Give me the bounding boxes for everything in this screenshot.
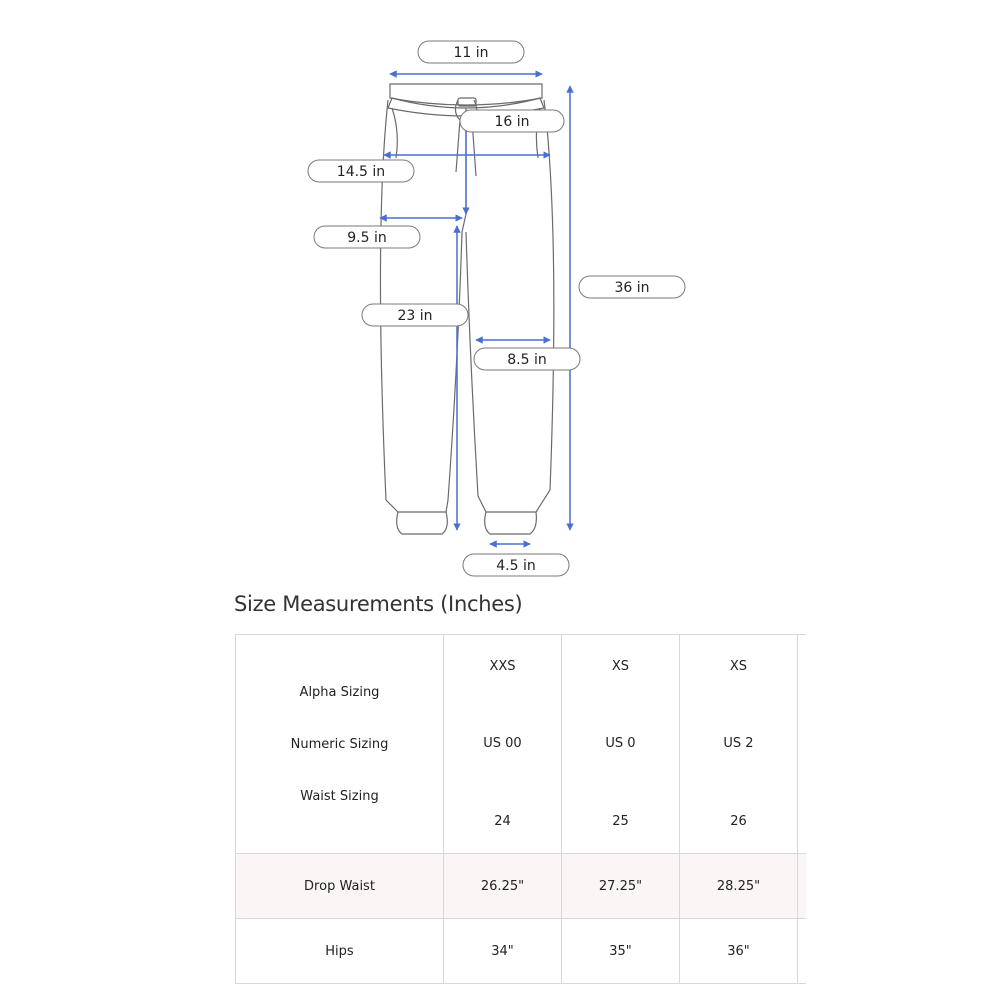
- size-column-2: [562, 635, 680, 854]
- measurement-labels: [308, 41, 685, 576]
- table-overflow-cell: [798, 854, 806, 919]
- numeric-size: US 0: [605, 736, 636, 751]
- svg-text:4.5 in: 4.5 in: [496, 558, 536, 574]
- table-row-drop-waist: [236, 854, 806, 919]
- label-waist-width: [418, 41, 524, 63]
- size-table-title: Size Measurements (Inches): [234, 592, 523, 616]
- size-column-1: [444, 635, 562, 854]
- svg-text:36 in: 36 in: [614, 280, 650, 296]
- row-value: 28.25": [680, 854, 798, 919]
- svg-text:9.5 in: 9.5 in: [347, 230, 387, 246]
- label-rise: [308, 160, 414, 182]
- numeric-size: US 00: [483, 736, 522, 751]
- table-overflow-cell: [798, 919, 806, 984]
- row-label: Hips: [236, 919, 444, 984]
- waist-size: 26: [730, 814, 747, 829]
- table-row-hips: [236, 919, 806, 984]
- label-outseam: [579, 276, 685, 298]
- row-value: 27.25": [562, 854, 680, 919]
- alpha-size: XXS: [489, 659, 516, 674]
- label-thigh: [314, 226, 420, 248]
- alpha-sizing-label: Alpha Sizing: [299, 685, 380, 700]
- waist-size: 25: [612, 814, 629, 829]
- svg-text:14.5 in: 14.5 in: [336, 164, 386, 180]
- label-hip-width: [460, 110, 564, 132]
- svg-text:23 in: 23 in: [397, 308, 433, 324]
- right-cuff: [485, 512, 537, 534]
- label-leg-opening: [463, 554, 569, 576]
- label-inseam: [362, 304, 468, 326]
- row-value: 36": [680, 919, 798, 984]
- svg-text:16 in: 16 in: [494, 114, 530, 130]
- left-pocket: [392, 108, 397, 158]
- alpha-size: XS: [611, 659, 630, 674]
- waistband: [390, 84, 542, 105]
- size-measurements-table: [235, 634, 806, 984]
- right-leg: [466, 100, 554, 512]
- table-overflow-cell: [798, 635, 806, 854]
- left-cuff: [397, 512, 448, 534]
- row-label: Drop Waist: [236, 854, 444, 919]
- waist-size: 24: [494, 814, 511, 829]
- numeric-size: US 2: [723, 736, 754, 751]
- row-value: 35": [562, 919, 680, 984]
- alpha-size: XS: [729, 659, 748, 674]
- size-column-3: [680, 635, 798, 854]
- svg-text:8.5 in: 8.5 in: [507, 352, 547, 368]
- label-knee: [474, 348, 580, 370]
- waist-sizing-label: Waist Sizing: [300, 789, 379, 804]
- row-value: 26.25": [444, 854, 562, 919]
- table-header-row: [236, 635, 806, 854]
- numeric-sizing-label: Numeric Sizing: [290, 737, 389, 752]
- svg-text:11 in: 11 in: [453, 45, 489, 61]
- row-value: 34": [444, 919, 562, 984]
- header-labels-cell: [236, 635, 444, 854]
